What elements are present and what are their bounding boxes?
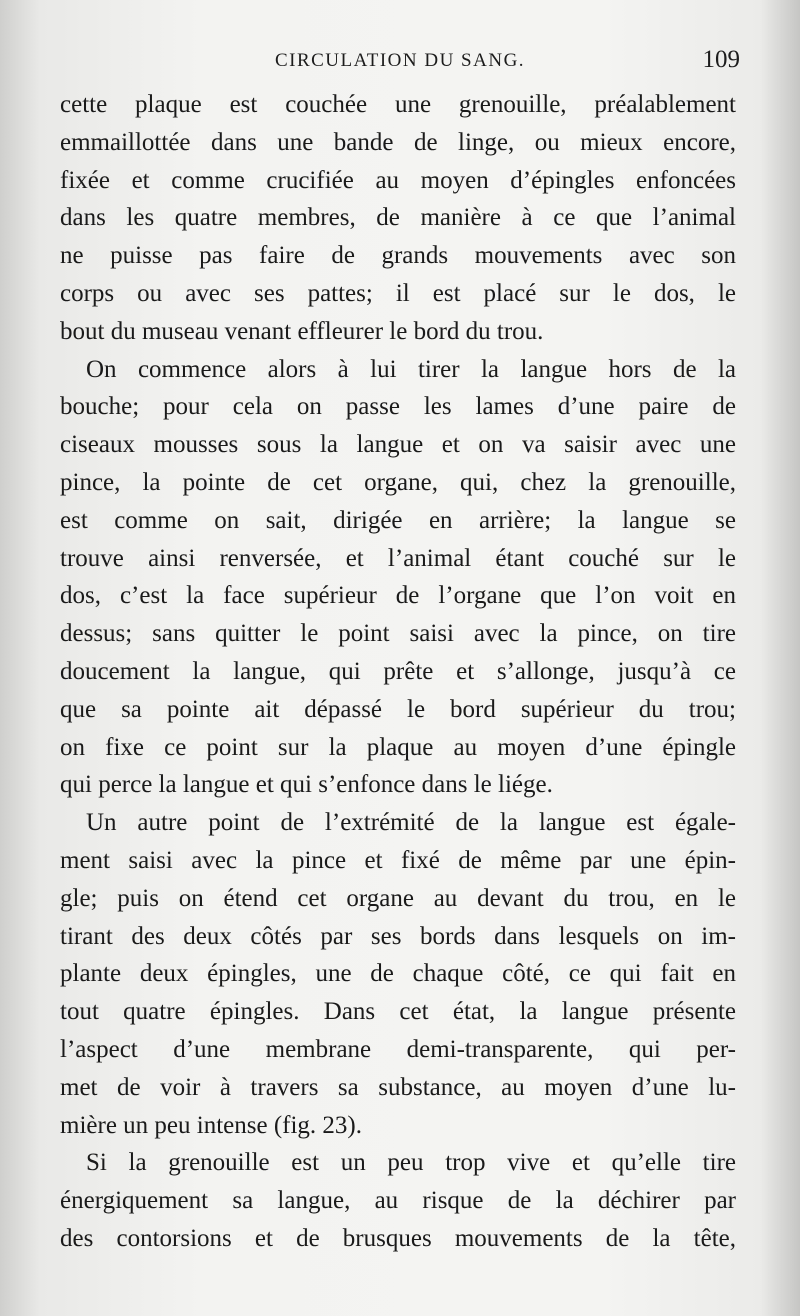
paragraph-2 — [60, 351, 736, 805]
text-line: trouve ainsi renversée, et l’animal étant couché sur le — [60, 544, 736, 572]
text-line: corps ou avec ses pattes; il est placé sur le dos, le — [60, 279, 736, 307]
text-line: Si la grenouille est un peu trop vive et qu’elle tire — [86, 1149, 736, 1177]
page-number: 109 — [702, 46, 740, 73]
text-line: des contorsions et de brusques mouvements de la tête, — [60, 1224, 736, 1252]
text-line: dos, c’est la face supérieur de l’organe que l’on voit en — [60, 582, 736, 610]
text-line: met de voir à travers sa substance, au moyen d’une lu- — [60, 1073, 736, 1101]
text-line: ciseaux mousses sous la langue et on va saisir avec une — [60, 431, 736, 459]
text-line: emmaillottée dans une bande de linge, ou mieux encore, — [60, 128, 736, 156]
page-edge-shadow — [760, 0, 800, 1316]
text-line: bouche; pour cela on passe les lames d’une paire de — [60, 393, 736, 421]
text-line: dans les quatre membres, de manière à ce que l’animal — [60, 204, 736, 232]
text-line: bout du museau venant effleurer le bord du trou. — [60, 317, 544, 345]
text-line: plante deux épingles, une de chaque côté, ce qui fait en — [60, 960, 736, 988]
text-line: énergiquement sa langue, au risque de la déchirer par — [60, 1187, 736, 1215]
text-line: On commence alors à lui tirer la langue hors de la — [86, 355, 736, 383]
text-line: pince, la pointe de cet organe, qui, chez la grenouille, — [60, 468, 736, 496]
body-text — [60, 86, 736, 1258]
text-line: dessus; sans quitter le point saisi avec la pince, on tire — [60, 620, 736, 648]
text-line: tirant des deux côtés par ses bords dans lesquels on im- — [60, 922, 736, 950]
paragraph-1 — [60, 86, 736, 351]
running-head: CIRCULATION DU SANG. — [274, 50, 526, 71]
page-header — [60, 44, 740, 80]
text-line: cette plaque est couchée une grenouille, préalablement — [60, 91, 736, 118]
text-line: est comme on sait, dirigée en arrière; la langue se — [60, 506, 736, 534]
text-line: l’aspect d’une membrane demi-transparente, qui per- — [60, 1035, 736, 1063]
text-line: gle; puis on étend cet organe au devant du trou, en le — [60, 884, 736, 912]
paragraph-3 — [60, 804, 736, 1144]
text-line: tout quatre épingles. Dans cet état, la langue présente — [60, 998, 736, 1026]
text-line: ment saisi avec la pince et fixé de même par une épin- — [60, 846, 736, 874]
text-line: qui perce la langue et qui s’enfonce dans le liége. — [60, 771, 553, 799]
text-line: fixée et comme crucifiée au moyen d’épingles enfoncées — [60, 166, 736, 194]
text-line: que sa pointe ait dépassé le bord supérieur du trou; — [60, 695, 736, 723]
text-line: Un autre point de l’extrémité de la langue est égale- — [86, 809, 736, 837]
paragraph-4 — [60, 1144, 736, 1257]
text-line: on fixe ce point sur la plaque au moyen d’une épingle — [60, 733, 736, 761]
text-line: mière un peu intense (fig. 23). — [60, 1111, 362, 1139]
text-line: ne puisse pas faire de grands mouvements avec son — [60, 242, 736, 270]
text-line: doucement la langue, qui prête et s’allonge, jusqu’à ce — [60, 657, 736, 685]
